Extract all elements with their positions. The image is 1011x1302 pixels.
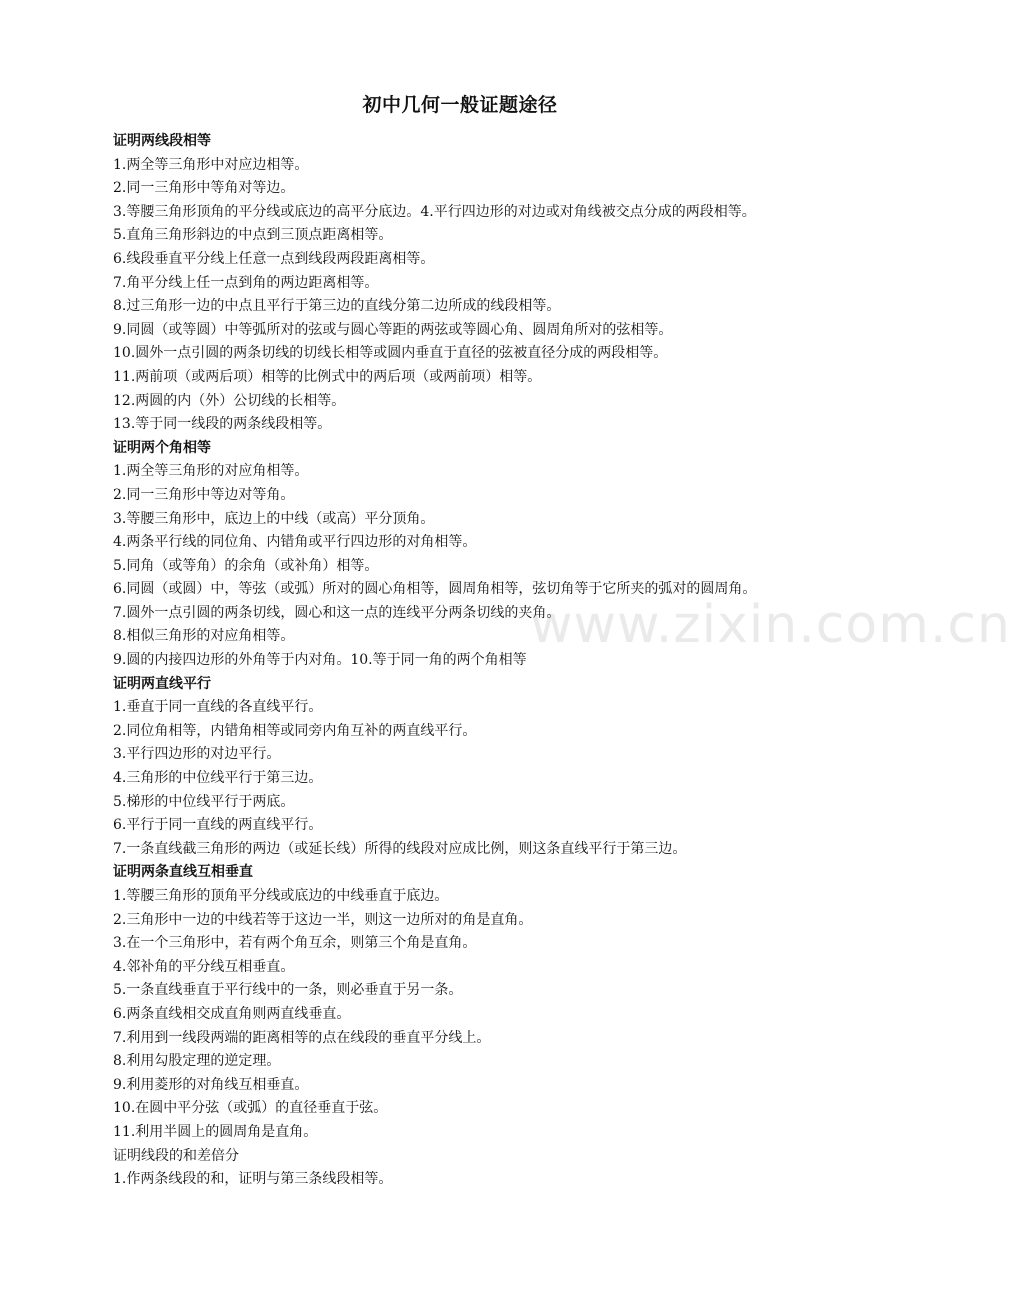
- list-item: 13.等于同一线段的两条线段相等。: [113, 416, 332, 433]
- list-item: 7.角平分线上任一点到角的两边距离相等。: [113, 274, 379, 291]
- section-heading: 证明线段的和差倍分: [113, 1147, 239, 1164]
- list-item: 3.在一个三角形中，若有两个角互余，则第三个角是直角。: [113, 935, 477, 952]
- list-item: 1.两全等三角形中对应边相等。: [113, 156, 309, 173]
- list-item: 7.圆外一点引圆的两条切线，圆心和这一点的连线平分两条切线的夹角。: [113, 604, 561, 621]
- list-item: 9.同圆（或等圆）中等弧所对的弦或与圆心等距的两弦或等圆心角、圆周角所对的弦相等。: [113, 321, 673, 338]
- list-item: 9.利用菱形的对角线互相垂直。: [113, 1076, 309, 1093]
- list-item: 10.在圆中平分弦（或弧）的直径垂直于弦。: [113, 1100, 388, 1117]
- list-item: 1.两全等三角形的对应角相等。: [113, 463, 309, 480]
- list-item: 4.两条平行线的同位角、内错角或平行四边形的对角相等。: [113, 534, 477, 551]
- list-item: 2.同一三角形中等角对等边。: [113, 180, 295, 197]
- list-item: 2.同位角相等，内错角相等或同旁内角互补的两直线平行。: [113, 722, 477, 739]
- list-item: 8.相似三角形的对应角相等。: [113, 628, 295, 645]
- section-heading: 证明两线段相等: [113, 133, 211, 149]
- list-item: 2.三角形中一边的中线若等于这边一半，则这一边所对的角是直角。: [113, 911, 533, 928]
- list-item: 1.作两条线段的和，证明与第三条线段相等。: [113, 1171, 393, 1188]
- list-item: 6.线段垂直平分线上任意一点到线段两段距离相等。: [113, 250, 435, 267]
- list-item: 1.等腰三角形的顶角平分线或底边的中线垂直于底边。: [113, 888, 449, 904]
- section-heading: 证明两条直线互相垂直: [113, 864, 253, 881]
- list-item: 6.两条直线相交成直角则两直线垂直。: [113, 1005, 351, 1022]
- list-item: 7.利用到一线段两端的距离相等的点在线段的垂直平分线上。: [113, 1029, 491, 1046]
- list-item: 11.两前项（或两后项）相等的比例式中的两后项（或两前项）相等。: [113, 368, 542, 385]
- list-item: 11.利用半圆上的圆周角是直角。: [113, 1123, 318, 1140]
- list-item: 8.利用勾股定理的逆定理。: [113, 1053, 281, 1070]
- list-item: 2.同一三角形中等边对等角。: [113, 486, 295, 503]
- watermark: www.zixin.com.cn: [530, 595, 1011, 655]
- section-heading: 证明两个角相等: [113, 439, 211, 456]
- list-item: 1.垂直于同一直线的各直线平行。: [113, 699, 323, 716]
- list-item: 9.圆的内接四边形的外角等于内对角。10.等于同一角的两个角相等: [113, 652, 527, 669]
- document-title: 初中几何一般证题途径: [362, 94, 558, 116]
- list-item: 4.邻补角的平分线互相垂直。: [113, 958, 295, 975]
- list-item: 3.等腰三角形中，底边上的中线（或高）平分顶角。: [113, 510, 435, 527]
- section-heading: 证明两直线平行: [113, 675, 211, 692]
- list-item: 4.三角形的中位线平行于第三边。: [113, 770, 323, 787]
- list-item: 5.同角（或等角）的余角（或补角）相等。: [113, 557, 379, 574]
- list-item: 3.平行四边形的对边平行。: [113, 746, 281, 763]
- list-item: 5.梯形的中位线平行于两底。: [113, 793, 295, 810]
- list-item: 6.同圆（或圆）中，等弦（或弧）所对的圆心角相等，圆周角相等，弦切角等于它所夹的弧对的圆周角。: [113, 581, 757, 598]
- list-item: 7.一条直线截三角形的两边（或延长线）所得的线段对应成比例，则这条直线平行于第三边。: [113, 840, 687, 857]
- list-item: 5.一条直线垂直于平行线中的一条，则必垂直于另一条。: [113, 982, 463, 999]
- list-item: 12.两圆的内（外）公切线的长相等。: [113, 392, 346, 409]
- list-item: 5.直角三角形斜边的中点到三顶点距离相等。: [113, 227, 393, 244]
- list-item: 10.圆外一点引圆的两条切线的切线长相等或圆内垂直于直径的弦被直径分成的两段相等。: [113, 345, 668, 362]
- list-item: 3.等腰三角形顶角的平分线或底边的高平分底边。4.平行四边形的对边或对角线被交点分成的两段相等。: [113, 203, 756, 220]
- document-body: [113, 130, 893, 1192]
- list-item: 6.平行于同一直线的两直线平行。: [113, 817, 323, 834]
- list-item: 8.过三角形一边的中点且平行于第三边的直线分第二边所成的线段相等。: [113, 298, 561, 315]
